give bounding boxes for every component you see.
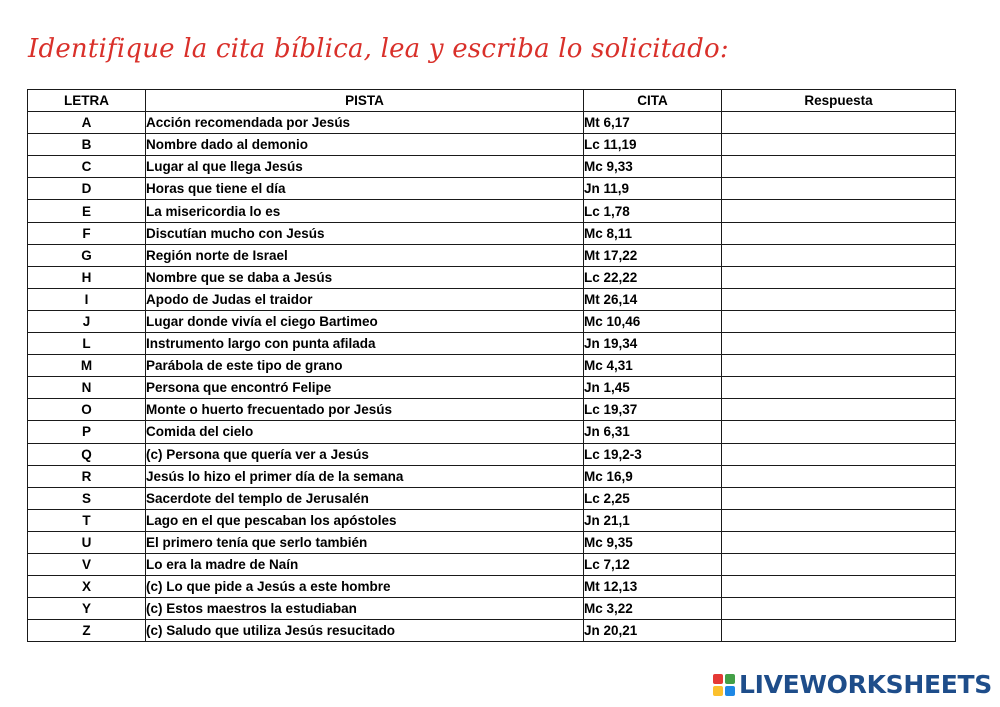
row-citation: Mc 3,22 xyxy=(584,598,722,620)
table-row xyxy=(28,333,956,355)
row-citation: Lc 2,25 xyxy=(584,487,722,509)
row-citation: Jn 6,31 xyxy=(584,421,722,443)
row-answer-cell xyxy=(722,598,956,620)
row-letter: H xyxy=(28,266,146,288)
row-clue: Apodo de Judas el traidor xyxy=(146,288,584,310)
table-row xyxy=(28,465,956,487)
row-citation: Lc 7,12 xyxy=(584,553,722,575)
row-citation: Jn 19,34 xyxy=(584,333,722,355)
answer-input[interactable] xyxy=(722,267,955,288)
row-clue: Persona que encontró Felipe xyxy=(146,377,584,399)
logo-block-green xyxy=(725,674,735,684)
row-answer-cell xyxy=(722,531,956,553)
row-answer-cell xyxy=(722,178,956,200)
row-letter: U xyxy=(28,531,146,553)
table-row xyxy=(28,531,956,553)
row-citation: Mc 9,33 xyxy=(584,156,722,178)
table-row xyxy=(28,222,956,244)
row-letter: T xyxy=(28,509,146,531)
table-row xyxy=(28,576,956,598)
row-clue: Instrumento largo con punta afilada xyxy=(146,333,584,355)
row-citation: Lc 1,78 xyxy=(584,200,722,222)
answer-input[interactable] xyxy=(722,311,955,332)
row-citation: Jn 11,9 xyxy=(584,178,722,200)
row-letter: R xyxy=(28,465,146,487)
row-answer-cell xyxy=(722,487,956,509)
row-clue: Nombre dado al demonio xyxy=(146,134,584,156)
table-row xyxy=(28,598,956,620)
row-citation: Lc 19,37 xyxy=(584,399,722,421)
row-clue: (c) Persona que quería ver a Jesús xyxy=(146,443,584,465)
answer-input[interactable] xyxy=(722,134,955,155)
answer-input[interactable] xyxy=(722,554,955,575)
table-row xyxy=(28,553,956,575)
row-letter: V xyxy=(28,553,146,575)
row-clue: Lugar al que llega Jesús xyxy=(146,156,584,178)
header-letra: LETRA xyxy=(28,90,146,112)
table-row xyxy=(28,112,956,134)
row-citation: Mc 8,11 xyxy=(584,222,722,244)
answer-input[interactable] xyxy=(722,444,955,465)
row-letter: P xyxy=(28,421,146,443)
row-answer-cell xyxy=(722,377,956,399)
liveworksheets-brand xyxy=(713,670,992,699)
row-letter: Z xyxy=(28,620,146,642)
row-clue: (c) Estos maestros la estudiaban xyxy=(146,598,584,620)
row-answer-cell xyxy=(722,244,956,266)
table-row xyxy=(28,200,956,222)
worksheet-table xyxy=(27,89,956,642)
answer-input[interactable] xyxy=(722,178,955,199)
row-citation: Mc 4,31 xyxy=(584,355,722,377)
answer-input[interactable] xyxy=(722,223,955,244)
row-clue: Nombre que se daba a Jesús xyxy=(146,266,584,288)
row-clue: Lo era la madre de Naín xyxy=(146,553,584,575)
row-letter: E xyxy=(28,200,146,222)
row-letter: J xyxy=(28,310,146,332)
table-row xyxy=(28,443,956,465)
row-clue: Jesús lo hizo el primer día de la semana xyxy=(146,465,584,487)
table-row xyxy=(28,509,956,531)
row-answer-cell xyxy=(722,134,956,156)
row-letter: S xyxy=(28,487,146,509)
row-clue: Discutían mucho con Jesús xyxy=(146,222,584,244)
table-row xyxy=(28,244,956,266)
row-clue: (c) Saludo que utiliza Jesús resucitado xyxy=(146,620,584,642)
row-clue: Acción recomendada por Jesús xyxy=(146,112,584,134)
row-answer-cell xyxy=(722,288,956,310)
header-pista: PISTA xyxy=(146,90,584,112)
row-letter: D xyxy=(28,178,146,200)
answer-input[interactable] xyxy=(722,598,955,619)
row-citation: Mt 6,17 xyxy=(584,112,722,134)
row-answer-cell xyxy=(722,620,956,642)
row-answer-cell xyxy=(722,222,956,244)
answer-input[interactable] xyxy=(722,620,955,641)
liveworksheets-logo-icon xyxy=(713,674,735,696)
worksheet-title: Identifique la cita bíblica, lea y escriba lo solicitado: xyxy=(28,34,729,64)
row-citation: Mt 26,14 xyxy=(584,288,722,310)
answer-input[interactable] xyxy=(722,112,955,133)
answer-input[interactable] xyxy=(722,488,955,509)
answer-input[interactable] xyxy=(722,333,955,354)
row-letter: I xyxy=(28,288,146,310)
answer-input[interactable] xyxy=(722,156,955,177)
row-letter: B xyxy=(28,134,146,156)
row-letter: G xyxy=(28,244,146,266)
table-row xyxy=(28,399,956,421)
answer-input[interactable] xyxy=(722,466,955,487)
header-respuesta: Respuesta xyxy=(722,90,956,112)
row-citation: Mc 10,46 xyxy=(584,310,722,332)
answer-input[interactable] xyxy=(722,399,955,420)
table-row xyxy=(28,310,956,332)
row-letter: Y xyxy=(28,598,146,620)
row-letter: M xyxy=(28,355,146,377)
row-clue: El primero tenía que serlo también xyxy=(146,531,584,553)
table-row xyxy=(28,377,956,399)
table-row xyxy=(28,178,956,200)
row-answer-cell xyxy=(722,156,956,178)
answer-input[interactable] xyxy=(722,355,955,376)
table-row xyxy=(28,156,956,178)
answer-input[interactable] xyxy=(722,532,955,553)
row-clue: Horas que tiene el día xyxy=(146,178,584,200)
row-clue: Lugar donde vivía el ciego Bartimeo xyxy=(146,310,584,332)
table-row xyxy=(28,487,956,509)
row-answer-cell xyxy=(722,266,956,288)
answer-input[interactable] xyxy=(722,245,955,266)
row-citation: Jn 1,45 xyxy=(584,377,722,399)
row-letter: X xyxy=(28,576,146,598)
row-letter: N xyxy=(28,377,146,399)
row-clue: La misericordia lo es xyxy=(146,200,584,222)
row-answer-cell xyxy=(722,576,956,598)
table-row xyxy=(28,266,956,288)
row-answer-cell xyxy=(722,200,956,222)
row-citation: Jn 21,1 xyxy=(584,509,722,531)
row-answer-cell xyxy=(722,333,956,355)
header-cita: CITA xyxy=(584,90,722,112)
table-row xyxy=(28,288,956,310)
logo-block-red xyxy=(713,674,723,684)
row-clue: Parábola de este tipo de grano xyxy=(146,355,584,377)
table-row xyxy=(28,620,956,642)
row-citation: Mt 12,13 xyxy=(584,576,722,598)
row-answer-cell xyxy=(722,443,956,465)
row-clue: Lago en el que pescaban los apóstoles xyxy=(146,509,584,531)
row-letter: Q xyxy=(28,443,146,465)
row-letter: C xyxy=(28,156,146,178)
row-citation: Mc 9,35 xyxy=(584,531,722,553)
table-body xyxy=(28,112,956,642)
row-clue: Sacerdote del templo de Jerusalén xyxy=(146,487,584,509)
logo-block-blue xyxy=(725,686,735,696)
row-clue: Región norte de Israel xyxy=(146,244,584,266)
answer-input[interactable] xyxy=(722,576,955,597)
row-answer-cell xyxy=(722,465,956,487)
table-header-row xyxy=(28,90,956,112)
answer-input[interactable] xyxy=(722,289,955,310)
row-answer-cell xyxy=(722,421,956,443)
row-citation: Lc 19,2-3 xyxy=(584,443,722,465)
row-answer-cell xyxy=(722,355,956,377)
answer-input[interactable] xyxy=(722,421,955,442)
answer-input[interactable] xyxy=(722,200,955,221)
table-row xyxy=(28,421,956,443)
row-letter: A xyxy=(28,112,146,134)
logo-block-yellow xyxy=(713,686,723,696)
row-citation: Lc 11,19 xyxy=(584,134,722,156)
row-citation: Mc 16,9 xyxy=(584,465,722,487)
answer-input[interactable] xyxy=(722,377,955,398)
row-clue: Comida del cielo xyxy=(146,421,584,443)
row-answer-cell xyxy=(722,399,956,421)
brand-text: LIVEWORKSHEETS xyxy=(738,670,992,699)
table-row xyxy=(28,134,956,156)
row-letter: F xyxy=(28,222,146,244)
row-answer-cell xyxy=(722,509,956,531)
row-letter: O xyxy=(28,399,146,421)
row-clue: (c) Lo que pide a Jesús a este hombre xyxy=(146,576,584,598)
row-answer-cell xyxy=(722,112,956,134)
row-answer-cell xyxy=(722,310,956,332)
answer-input[interactable] xyxy=(722,510,955,531)
row-answer-cell xyxy=(722,553,956,575)
row-clue: Monte o huerto frecuentado por Jesús xyxy=(146,399,584,421)
row-citation: Lc 22,22 xyxy=(584,266,722,288)
row-citation: Mt 17,22 xyxy=(584,244,722,266)
table-row xyxy=(28,355,956,377)
row-letter: L xyxy=(28,333,146,355)
row-citation: Jn 20,21 xyxy=(584,620,722,642)
